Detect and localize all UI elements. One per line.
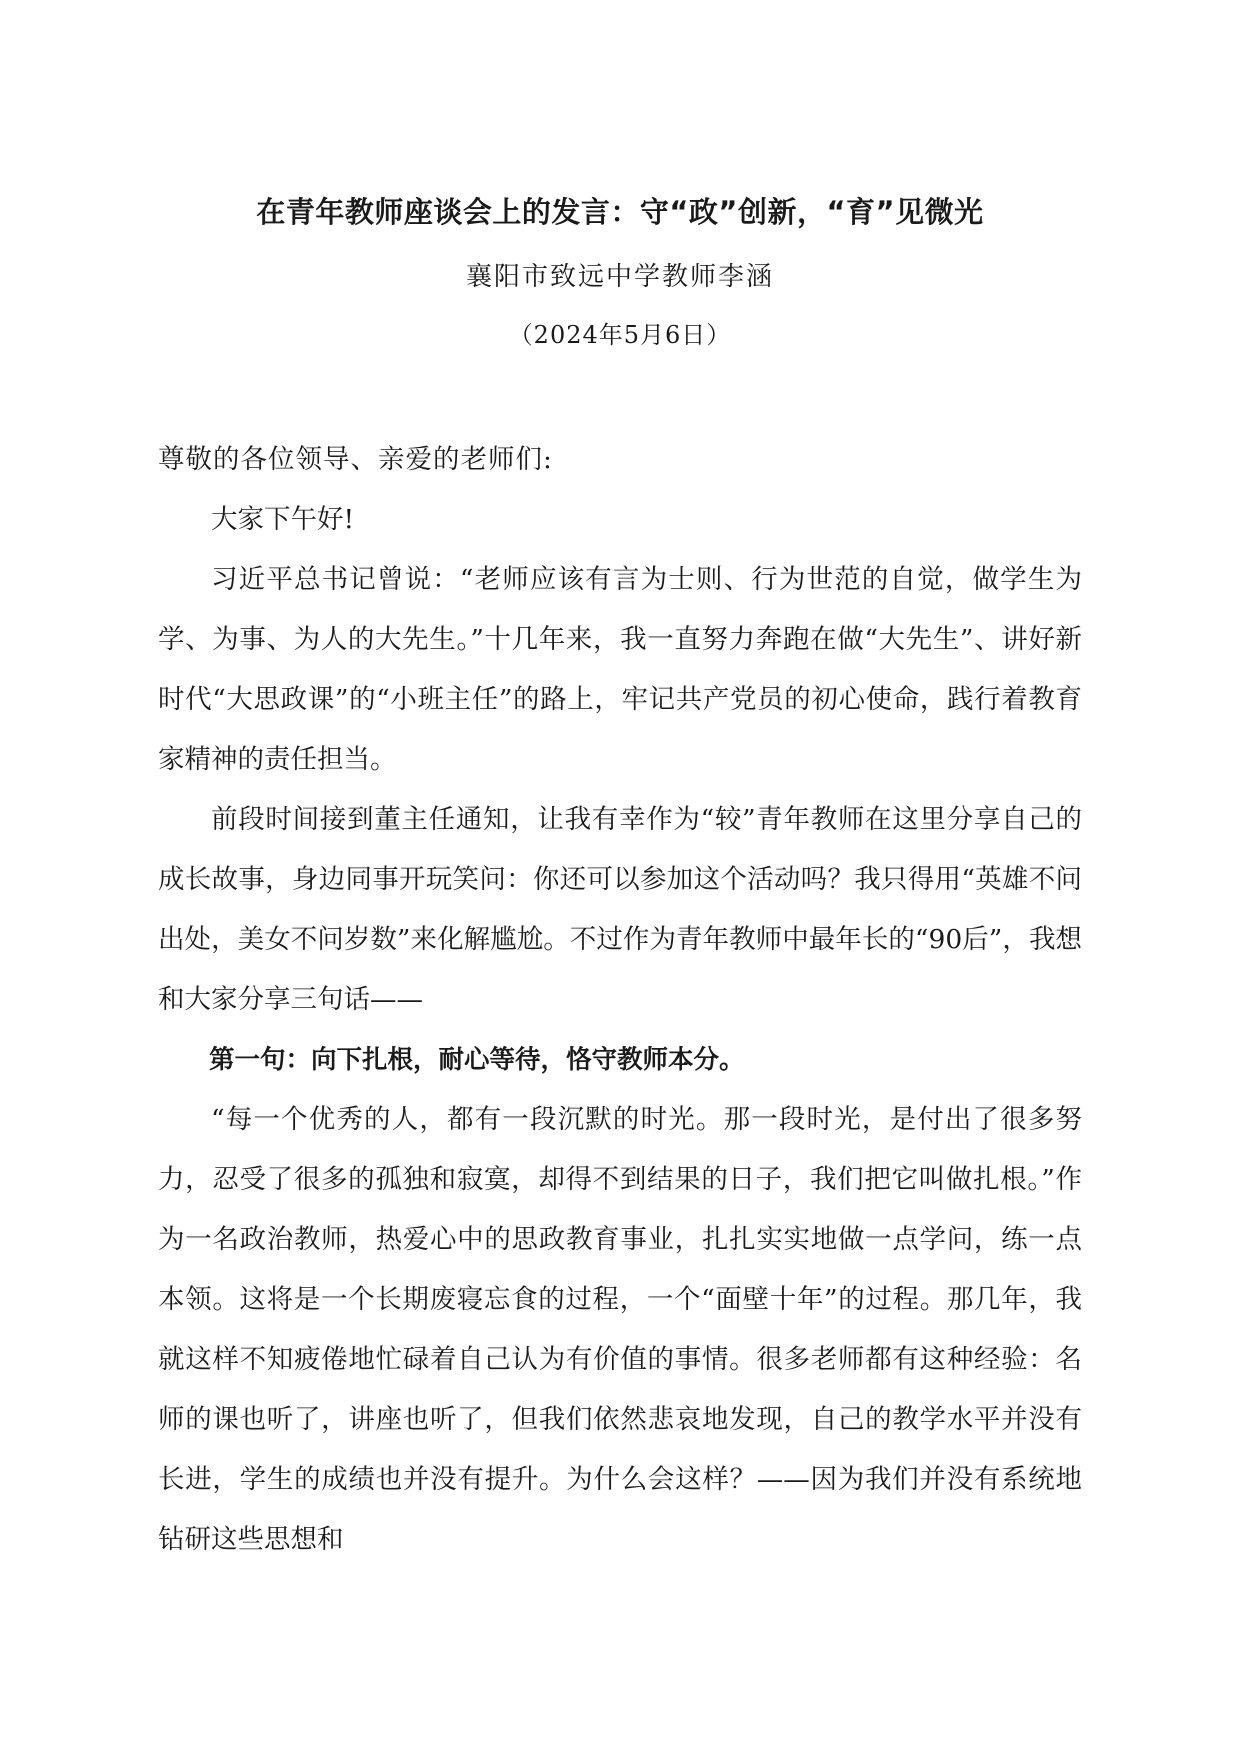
document-title: 在青年教师座谈会上的发言：守“政”创新，“育”见微光 [256, 195, 984, 229]
salutation: 尊敬的各位领导、亲爱的老师们: [158, 444, 553, 475]
document-body [158, 430, 1082, 1570]
section-heading: 第一句：向下扎根，耐心等待，恪守教师本分。 [209, 1045, 745, 1075]
paragraph: 前段时间接到董主任通知，让我有幸作为“较”青年教师在这里分享自己的成长故事，身边同事开玩笑问：你还可以参加这个活动吗？我只得用“英雄不问出处，美女不问岁数”来化解尴尬。不过作为青年教师中最年长的“90后”，我想和大家分享三句话—— [158, 804, 1082, 1015]
greeting: 大家下午好! [211, 504, 355, 535]
paragraph: 习近平总书记曾说：“老师应该有言为士则、行为世范的自觉，做学生为学、为事、为人的大先生。”十几年来，我一直努力奔跑在做“大先生”、讲好新时代“大思政课”的“小班主任”的路上，牢记共产党员的初心使命，践行着教育家精神的责任担当。 [158, 564, 1082, 775]
document-author: 襄阳市致远中学教师李涵 [465, 262, 774, 292]
document-date: （2024年5月6日） [508, 321, 732, 349]
section-paragraph: “每一个优秀的人，都有一段沉默的时光。那一段时光，是付出了很多努力，忍受了很多的孤独和寂寞，却得不到结果的日子，我们把它叫做扎根。”作为一名政治教师，热爱心中的思政教育事业，扎扎实实地做一点学问，练一点本领。这将是一个长期废寝忘食的过程，一个“面壁十年”的过程。那几年，我就这样不知疲倦地忙碌着自己认为有价值的事情。很多老师都有这种经验：名师的课也听了，讲座也听了，但我们依然悲哀地发现，自己的教学水平并没有长进，学生的成绩也并没有提升。为什么会这样？——因为我们并没有系统地钻研这些思想和 [158, 1104, 1082, 1555]
